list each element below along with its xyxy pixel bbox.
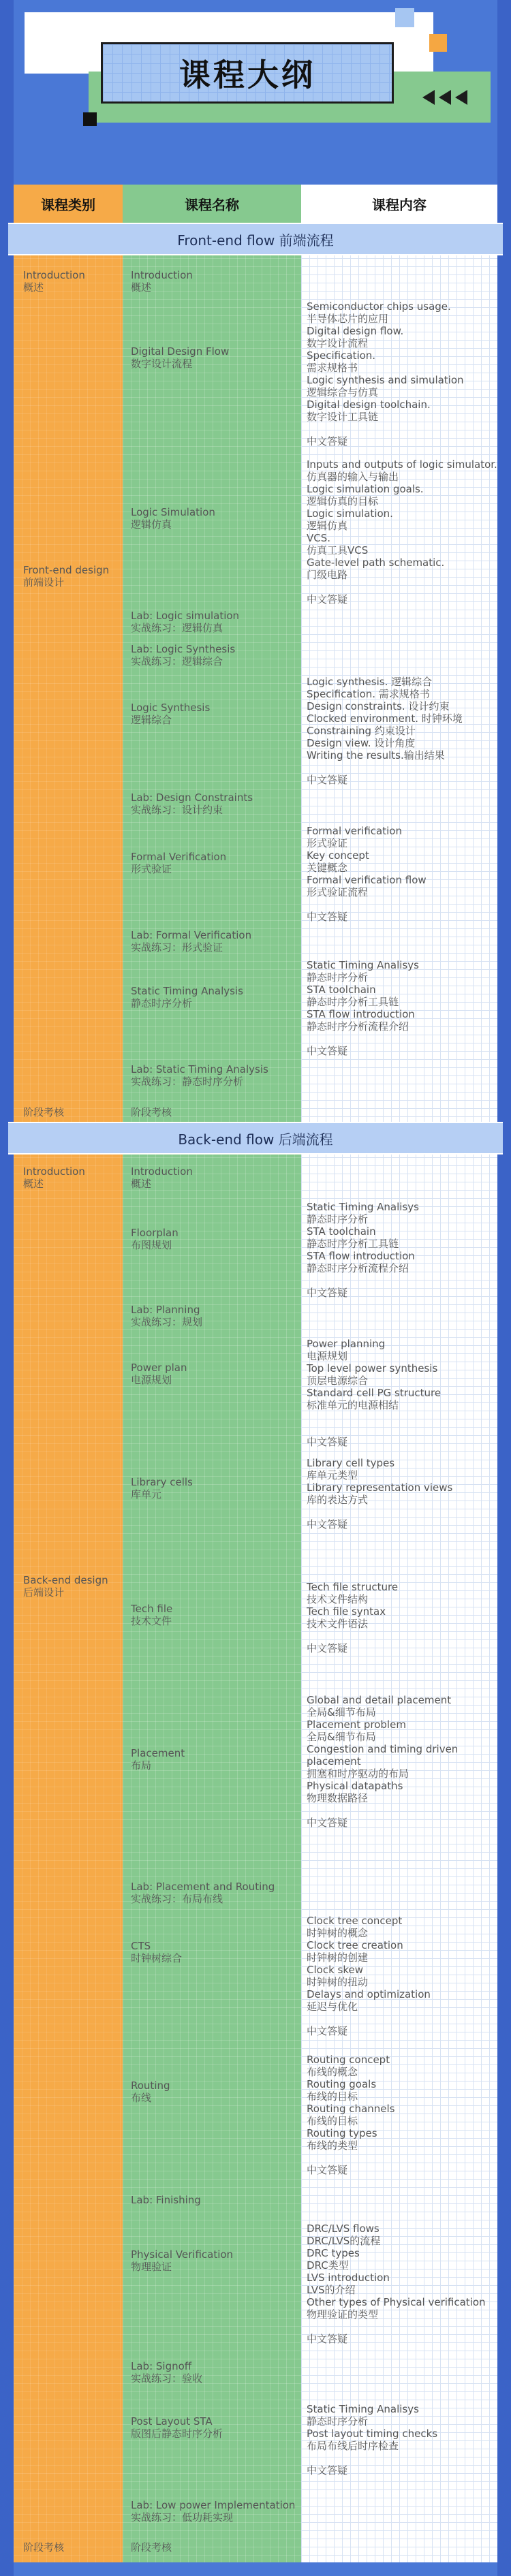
table-cell: Tech file structure 技术文件结构 Tech file syntax 技术文件语法 中文答疑 — [307, 1581, 399, 1654]
table-cell: Formal Verification 形式验证 — [131, 851, 227, 875]
deco-square-black — [83, 112, 97, 126]
table-cell: Lab: Placement and Routing 实战练习：布局布线 — [131, 1881, 275, 1905]
table-cell: 阶段考核 — [23, 2541, 65, 2554]
table-cell: Lab: Planning 实战练习：规划 — [131, 1304, 203, 1328]
table-cell: 阶段考核 — [131, 1106, 172, 1118]
table-cell: Library cells 库单元 — [131, 1476, 193, 1501]
triangle-icon — [455, 90, 467, 105]
table-cell: CTS 时钟树综合 — [131, 1940, 183, 1964]
table-cell: Logic synthesis. 逻辑综合 Specification. 需求规格书 Design constraints. 设计约束 Clocked environment. 时钟环境 Constraining 约束设计 Design view. 设计角度 Writing the results.输出结果 中文答疑 — [307, 676, 463, 786]
table-cell: 阶段考核 — [23, 1106, 65, 1118]
header-name: 课程名称 — [123, 185, 301, 223]
table-cell: Digital Design Flow 数字设计流程 — [131, 345, 230, 370]
table-cell: Routing concept 布线的概念 Routing goals 布线的目标 Routing channels 布线的目标 Routing types 布线的类型 中文答疑 — [307, 2054, 395, 2176]
section-band-frontend: Front-end flow 前端流程 — [8, 223, 503, 255]
table-cell: Lab: Static Timing Analysis 实战练习：静态时序分析 — [131, 1063, 268, 1088]
table-cell: Introduction 概述 — [23, 269, 85, 294]
table-cell: Power plan 电源规划 — [131, 1362, 187, 1386]
table-cell: Lab: Signoff 实战练习：验收 — [131, 2360, 203, 2385]
table-cell: Routing 布线 — [131, 2079, 170, 2104]
table-cell: Logic Simulation 逻辑仿真 — [131, 506, 215, 531]
deco-square-orange — [429, 34, 447, 52]
triangle-icon — [422, 90, 435, 105]
table-cell: Introduction 概述 — [131, 1165, 193, 1190]
table-cell: Static Timing Analisys 静态时序分析 STA toolchain 静态时序分析工具链 STA flow introduction 静态时序分析流程介绍 中文答疑 — [307, 959, 419, 1057]
table-cell: Static Timing Analisys 静态时序分析 STA toolchain 静态时序分析工具链 STA flow introduction 静态时序分析流程介绍 中文答疑 — [307, 1201, 419, 1299]
table-cell: Introduction 概述 — [131, 269, 193, 294]
table-cell: Lab: Design Constraints 实战练习：设计约束 — [131, 791, 253, 816]
triangle-icon — [439, 90, 451, 105]
table-cell: Physical Verification 物理验证 — [131, 2248, 234, 2273]
table-cell: Post Layout STA 版图后静态时序分析 — [131, 2415, 223, 2440]
header-category: 课程类别 — [14, 185, 123, 223]
table-cell: Library cell types 库单元类型 Library representation views 库的表达方式 中文答疑 — [307, 1457, 453, 1530]
table-cell: Inputs and outputs of logic simulator. 仿真器的输入与输出 Logic simulation goals. 逻辑仿真的目标 Logic simulation. 逻辑仿真 VCS. 仿真工具VCS Gate-level path schematic. 门级电路 中文答疑 — [307, 458, 497, 606]
title-box — [101, 42, 394, 104]
table-cell: Lab: Low power Implementation 实战练习：低功耗实现 — [131, 2499, 296, 2524]
deco-square-blue — [395, 8, 414, 27]
category-frontend: Front-end design 前端设计 — [23, 564, 110, 588]
table-cell: Introduction 概述 — [23, 1165, 85, 1190]
table-cell: Lab: Formal Verification 实战练习：形式验证 — [131, 929, 252, 954]
table-cell: Placement 布局 — [131, 1747, 185, 1772]
section-band-backend: Back-end flow 后端流程 — [8, 1122, 503, 1155]
category-backend: Back-end design 后端设计 — [23, 1574, 108, 1599]
table-cell: Formal verification 形式验证 Key concept 关键概念 Formal verification flow 形式验证流程 中文答疑 — [307, 825, 427, 923]
header — [0, 0, 511, 157]
page-title: 课程大纲 — [179, 57, 315, 93]
right-stripe — [497, 0, 511, 2576]
table-cell: Floorplan 布图规划 — [131, 1227, 179, 1251]
header-content: 课程内容 — [301, 185, 497, 223]
table-cell: Semiconductor chips usage. 半导体芯片的应用 Digital design flow. 数字设计流程 Specification. 需求规格书 Logic synthesis and simulation 逻辑综合与仿真 Digital design toolchain. 数字设计工具链 中文答疑 — [307, 300, 464, 447]
table-cell: Tech file 技术文件 — [131, 1603, 173, 1627]
deco-square-white — [414, 20, 429, 35]
table-cell: 阶段考核 — [131, 2541, 172, 2554]
table-cell: Static Timing Analisys 静态时序分析 Post layout timing checks 布局布线后时序检查 中文答疑 — [307, 2403, 438, 2477]
table-cell: Lab: Logic Synthesis 实战练习：逻辑综合 — [131, 643, 236, 667]
table-cell: Global and detail placement 全局&细节布局 Placement problem 全局&细节布局 Congestion and timing driven placement 拥塞和时序驱动的布局 Physical datapaths 物理数据路径 中文答疑 — [307, 1694, 459, 1829]
table-cell: Power planning 电源规划 Top level power synthesis 顶层电源综合 Standard cell PG structure 标准单元的电源相结 中文答疑 — [307, 1338, 442, 1448]
category-column — [14, 185, 123, 2562]
table-cell: Logic Synthesis 逻辑综合 — [131, 702, 211, 726]
left-stripe — [0, 0, 14, 2576]
table-cell: Lab: Logic simulation 实战练习：逻辑仿真 — [131, 610, 240, 634]
table-cell: Lab: Finishing — [131, 2194, 201, 2206]
deco-triangles — [422, 90, 467, 105]
table-cell: Static Timing Analysis 静态时序分析 — [131, 985, 243, 1009]
table-cell: Clock tree concept 时钟树的概念 Clock tree creation 时钟树的创建 Clock skew 时钟树的扭动 Delays and optimization 延迟与优化 中文答疑 — [307, 1915, 431, 2037]
table-cell: DRC/LVS flows DRC/LVS的流程 DRC types DRC类型 LVS introduction LVS的介绍 Other types of Physical verification 物理验证的类型 中文答疑 — [307, 2222, 486, 2345]
